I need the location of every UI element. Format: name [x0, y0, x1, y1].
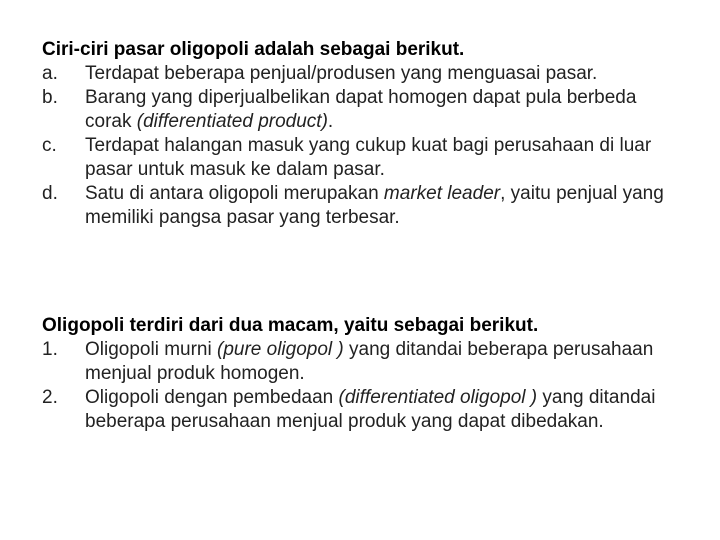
- characteristics-list: [42, 62, 682, 230]
- item-text: Terdapat halangan masuk yang cukup kuat bagi perusahaan di luar pasar untuk masuk ke dalam pasar.: [85, 135, 652, 180]
- types-list: [42, 338, 682, 434]
- item-italic-term: (differentiated product): [136, 111, 328, 132]
- list-item: [42, 62, 682, 86]
- item-text: Satu di antara oligopoli merupakan: [85, 183, 384, 204]
- item-text: Terdapat beberapa penjual/produsen yang menguasai pasar.: [85, 63, 598, 84]
- item-italic-term: market leader: [383, 183, 501, 204]
- list-item: [42, 86, 682, 134]
- list-item: [42, 134, 682, 182]
- characteristics-heading: Ciri-ciri pasar oligopoli adalah sebagai berikut.: [42, 39, 465, 60]
- item-italic-term: (pure oligopol ): [217, 339, 344, 360]
- item-text-after: yang ditandai beberapa perusahaan menjual produk homogen.: [85, 339, 654, 384]
- item-text-after: , yaitu penjual yang memiliki pangsa pasar yang terbesar.: [85, 183, 664, 228]
- types-heading: Oligopoli terdiri dari dua macam, yaitu sebagai berikut.: [42, 315, 539, 336]
- characteristics-section: [42, 38, 682, 230]
- list-marker: a.: [42, 63, 58, 84]
- list-marker: 1.: [42, 339, 58, 360]
- list-marker: b.: [42, 87, 58, 108]
- item-italic-term: (differentiated oligopol ): [338, 387, 538, 408]
- list-item: [42, 182, 682, 230]
- item-text-after: yang ditandai beberapa perusahaan menjual produk yang dapat dibedakan.: [85, 387, 656, 432]
- item-text: Barang yang diperjualbelikan dapat homogen dapat pula berbeda corak: [85, 87, 637, 132]
- list-item: [42, 386, 682, 434]
- list-marker: 2.: [42, 387, 58, 408]
- item-text: Oligopoli dengan pembedaan: [85, 387, 339, 408]
- list-marker: d.: [42, 183, 58, 204]
- list-marker: c.: [42, 135, 57, 156]
- types-section: [42, 314, 682, 434]
- item-text: Oligopoli murni: [85, 339, 217, 360]
- item-text-after: .: [327, 111, 334, 132]
- list-item: [42, 338, 682, 386]
